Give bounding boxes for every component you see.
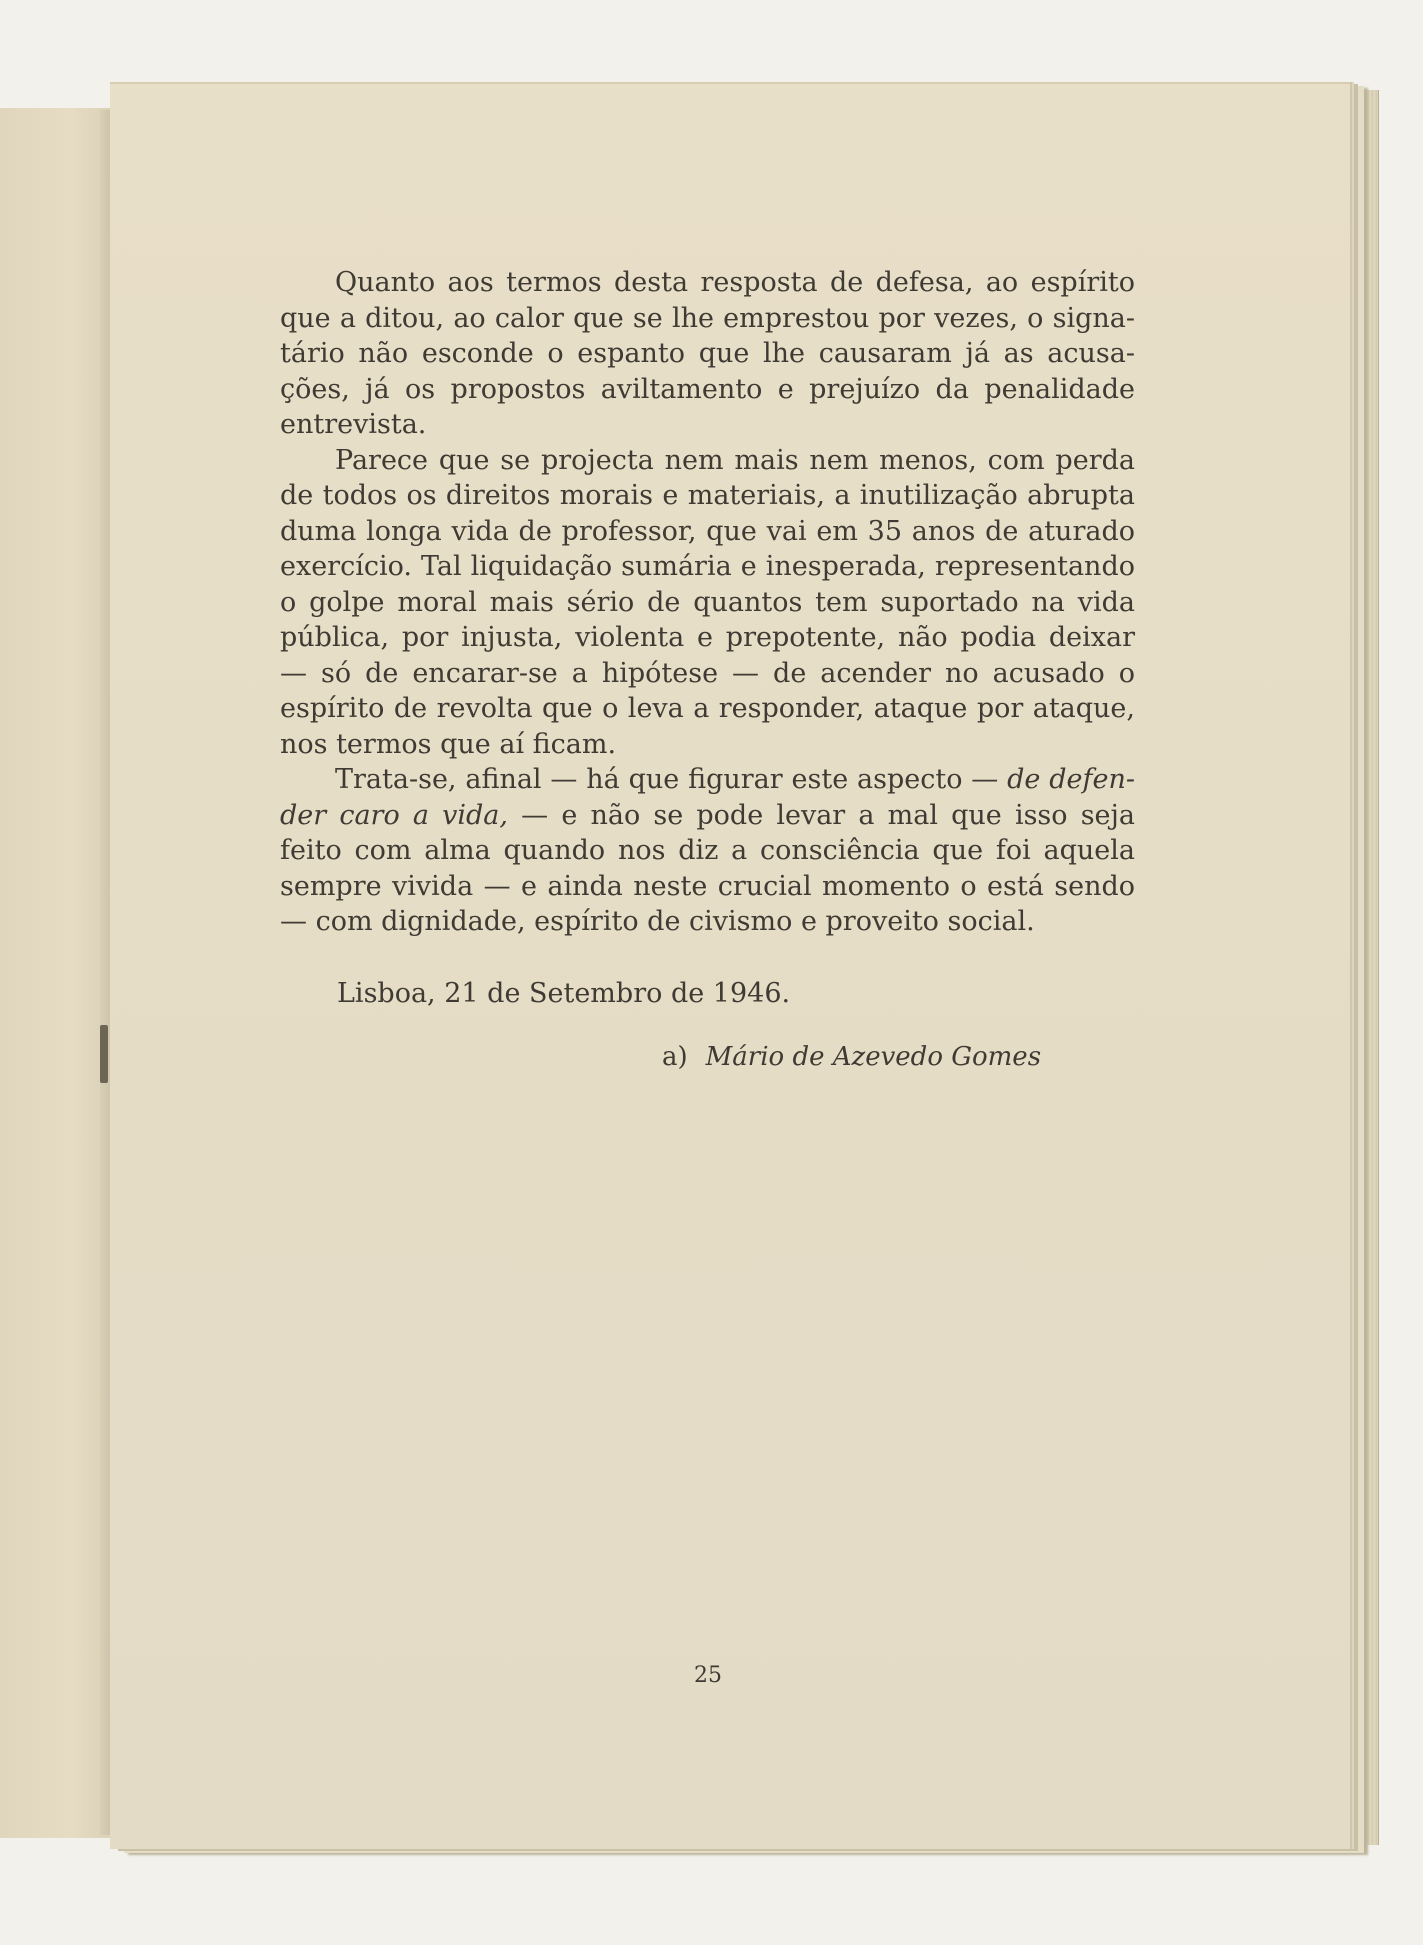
place-and-date: Lisboa, 21 de Setembro de 1946. <box>337 978 791 1009</box>
page-stack-edge <box>1352 90 1379 1845</box>
page-number: 25 <box>694 1663 722 1688</box>
paragraph-3 <box>280 762 1135 940</box>
signature-line <box>662 1042 1041 1072</box>
body-text <box>280 265 1135 940</box>
signature-name: Mário de Azevedo Gomes <box>705 1042 1042 1072</box>
binding-staple <box>100 1025 108 1083</box>
paragraph-3-lead: Trata-se, afinal — há que figurar este aspecto — <box>335 764 1008 795</box>
paragraph-3-italic: de defender caro a vida, <box>280 764 1135 831</box>
signature-prefix: a) <box>662 1042 688 1072</box>
paragraph-1: Quanto aos termos desta resposta de defesa, ao espírito que a ditou, ao calor que se lhe emprestou por vezes, o signatário não esconde o espanto que lhe causaram já as acusações, já os propostos aviltamento e prejuízo da penalidade entrevista. <box>280 267 1135 440</box>
paragraph-3-tail: — e não se pode levar a mal que isso seja feito com alma quando nos diz a consciência que foi aquela sempre vivida — e ainda neste crucial momento o está sendo — com dignidade, espírito de civismo e proveito social. <box>280 799 1136 937</box>
paragraph-2: Parece que se projecta nem mais nem menos, com perda de todos os direitos morais e materiais, a inutilização abrupta duma longa vida de professor, que vai em 35 anos de aturado exercício. Tal liquidação sumária e inesperada, representando o golpe moral mais sério de quantos tem suportado na vida pública, por injusta, violenta e prepotente, não podia deixar — só de encarar-se a hipótese — de acender no acusado o espírito de revolta que o leva a responder, ataque por ataque, nos termos que aí ficam. <box>280 444 1135 760</box>
